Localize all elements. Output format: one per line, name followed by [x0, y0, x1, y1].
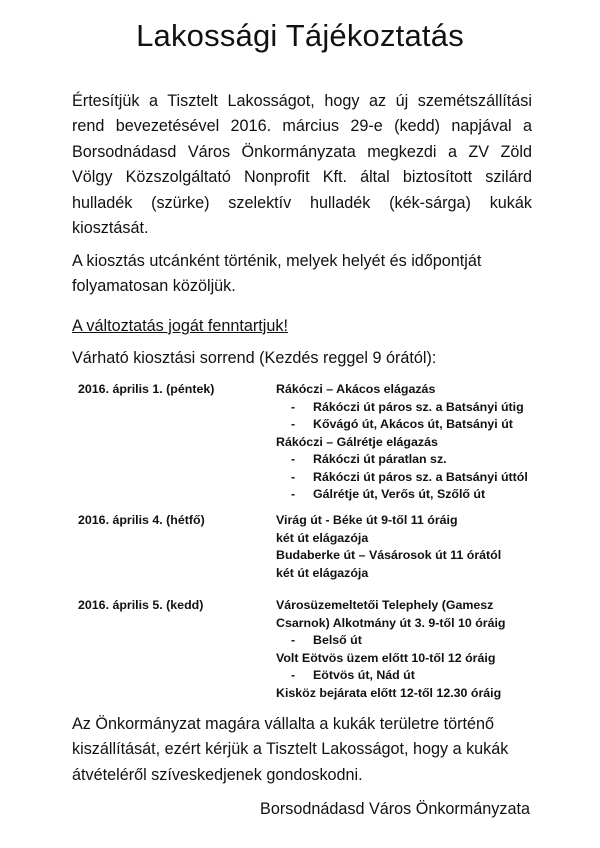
schedule-locations [276, 381, 546, 504]
location-item: Virág út - Béke út 9-től 11 óráig [276, 513, 458, 527]
dash-bullet-icon: - [291, 469, 296, 484]
signature: Borsodnádasd Város Önkormányzata [260, 800, 530, 818]
location-item: Volt Eötvös üzem előtt 10-től 12 óráig [276, 650, 496, 665]
dash-bullet-icon: - [291, 668, 296, 682]
schedule-locations [276, 512, 546, 582]
schedule-date: 2016. április 4. (hétfő) [78, 513, 205, 527]
sub-location-text: Rákóczi út páros sz. a Batsányi útig [313, 399, 524, 414]
sub-location-text: Rákóczi út páros sz. a Batsányi úttól [313, 469, 528, 484]
closing-paragraph: Az Önkormányzat magára vállalta a kukák területre történő kiszállítását, ezért kérjük a Tisztelt Lakosságot, hogy a kukák átvételéről szíveskedjenek gondoskodni. [72, 715, 509, 784]
sub-location-item [276, 632, 546, 650]
sub-location-text: Gálrétje út, Verős út, Szőlő út [313, 487, 486, 501]
dash-bullet-icon: - [291, 452, 296, 466]
dash-bullet-icon: - [291, 399, 296, 414]
intro-paragraph: Értesítjük a Tisztelt Lakosságot, hogy az új szemétszállítási rend bevezetésével 2016. március 29-e (kedd) napjával a Borsodnádasd Város Önkormányzata megkezdi a ZV Zöld Völgy Közszolgáltató Nonprofit Kft. által biztosított szilárd hulladék (szürke) szelektív hulladék (kék-sárga) kukák kiosztását. [72, 92, 532, 238]
schedule-date: 2016. április 5. (kedd) [78, 598, 204, 612]
sub-location-item [276, 486, 546, 504]
sub-location-item [276, 399, 546, 417]
location-item: Rákóczi – Gálrétje elágazás [276, 434, 438, 449]
sub-location-item [276, 416, 546, 434]
schedule-date: 2016. április 1. (péntek) [78, 382, 215, 396]
page-title: Lakossági Tájékoztatás [136, 18, 464, 53]
sub-location-text: Rákóczi út páratlan sz. [313, 452, 447, 466]
location-item: két út elágazója [276, 565, 369, 580]
location-item: két út elágazója [276, 530, 369, 545]
location-item: Rákóczi – Akácos elágazás [276, 382, 436, 396]
location-item: Csarnok) Alkotmány út 3. 9-től 10 óráig [276, 615, 506, 630]
reservation-note: A változtatás jogát fenntartjuk! [72, 317, 288, 335]
sub-location-text: Eötvös út, Nád út [313, 668, 415, 682]
location-item: Budaberke út – Vásárosok út 11 órától [276, 548, 502, 562]
dash-bullet-icon: - [291, 417, 296, 431]
order-heading: Várható kiosztási sorrend (Kezdés reggel 9 órától): [72, 349, 437, 367]
sub-location-item [276, 451, 546, 469]
sub-location-text: Belső út [313, 633, 362, 647]
location-item: Kisköz bejárata előtt 12-től 12.30 óráig [276, 685, 502, 700]
sub-location-text: Kővágó út, Akácos út, Batsányi út [313, 417, 513, 431]
schedule-locations [276, 597, 546, 702]
location-item: Városüzemeltetői Telephely (Gamesz [276, 598, 494, 612]
distribution-note: A kiosztás utcánként történik, melyek helyét és időpontját folyamatosan közöljük. [72, 252, 482, 296]
sub-location-item [276, 469, 546, 487]
dash-bullet-icon: - [291, 633, 296, 647]
sub-location-item [276, 667, 546, 685]
dash-bullet-icon: - [291, 487, 296, 501]
